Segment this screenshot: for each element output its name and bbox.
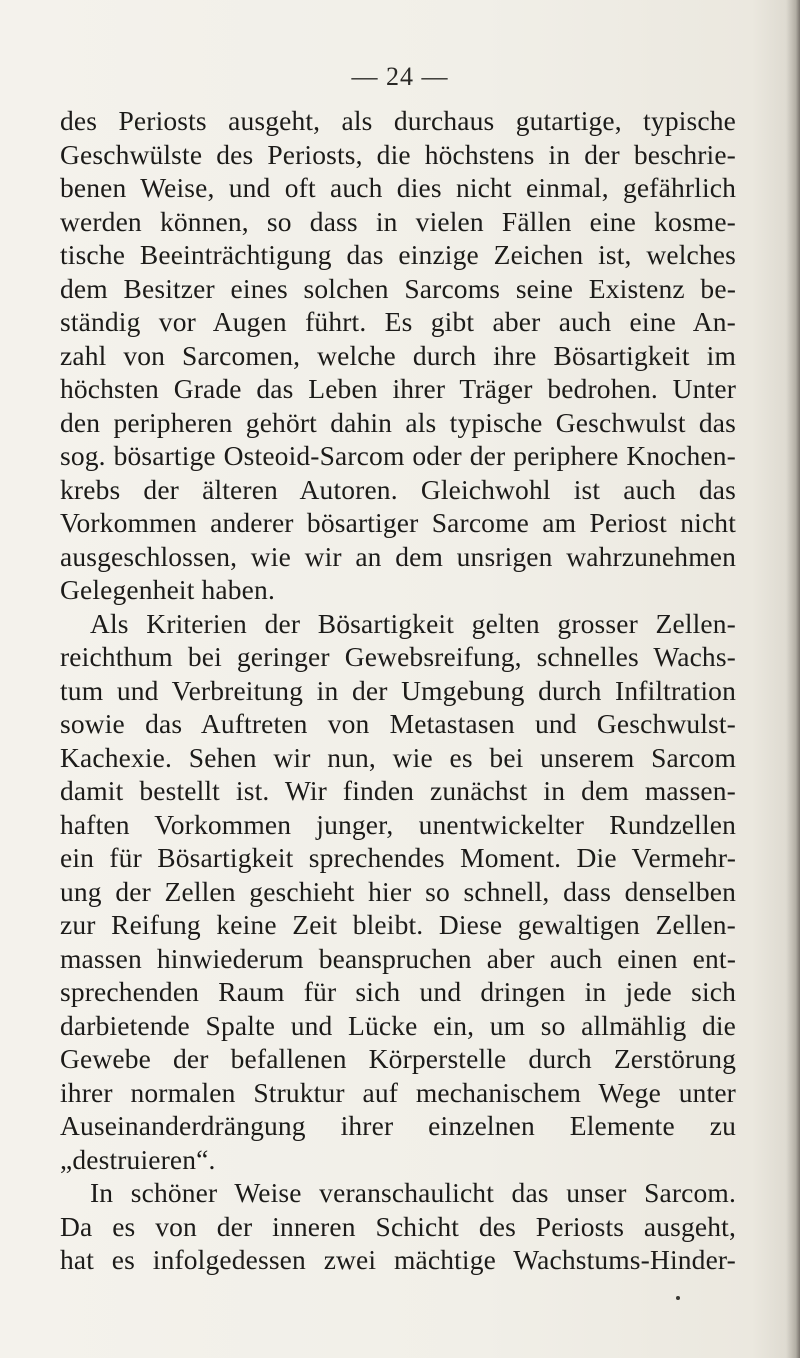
text-line: zur Reifung keine Zeit bleibt. Diese gewaltigen Zellen-	[60, 909, 736, 940]
text-line: tische Beeinträchtigung das einzige Zeichen ist, welches	[60, 239, 736, 270]
text-line: sowie das Auftreten von Metastasen und Geschwulst-	[60, 708, 736, 739]
text-line: ständig vor Augen führt. Es gibt aber auch eine An-	[60, 306, 736, 337]
text-line: ung der Zellen geschieht hier so schnell, dass denselben	[60, 875, 736, 907]
text-line: werden können, so dass in vielen Fällen eine kosme-	[60, 205, 736, 237]
text-line: dem Besitzer eines solchen Sarcoms seine Existenz be-	[60, 272, 736, 304]
body-text	[60, 104, 736, 1277]
page-number: — 24 —	[351, 62, 449, 91]
text-line: Gelegenheit haben.	[60, 574, 275, 605]
page-edge-shadow	[786, 0, 800, 1358]
text-line: sprechenden Raum für sich und dringen in jede sich	[60, 976, 736, 1007]
text-line: „destruieren“.	[60, 1143, 216, 1175]
text-line: Auseinanderdrängung ihrer einzelnen Elemente zu	[60, 1110, 736, 1141]
text-line: ein für Bösartigkeit sprechendes Moment. Die Vermehr-	[60, 842, 736, 873]
text-line: zahl von Sarcomen, welche durch ihre Bösartigkeit im	[60, 339, 736, 371]
text-line: Als Kriterien der Bösartigkeit gelten grosser Zellen-	[90, 607, 736, 639]
text-line: Gewebe der befallenen Körperstelle durch Zerstörung	[60, 1043, 736, 1074]
text-line: Vorkommen anderer bösartiger Sarcome am Periost nicht	[60, 507, 736, 538]
text-line: darbietende Spalte und Lücke ein, um so allmählig die	[60, 1009, 736, 1041]
text-line: Geschwülste des Periosts, die höchstens in der beschrie-	[60, 138, 736, 170]
text-line: ihrer normalen Struktur auf mechanischem Wege unter	[60, 1076, 736, 1108]
print-speck	[676, 1296, 680, 1300]
text-line: Da es von der inneren Schicht des Periosts ausgeht,	[60, 1210, 736, 1242]
text-line: höchsten Grade das Leben ihrer Träger bedrohen. Unter	[60, 373, 736, 404]
text-line: des Periosts ausgeht, als durchaus gutartige, typische	[60, 105, 736, 136]
text-line: Kachexie. Sehen wir nun, wie es bei unserem Sarcom	[60, 741, 736, 773]
text-line: sog. bösartige Osteoid-Sarcom oder der periphere Knochen-	[60, 440, 736, 471]
text-line: tum und Verbreitung in der Umgebung durch Infiltration	[60, 674, 736, 706]
text-line: reichthum bei geringer Gewebsreifung, schnelles Wachs-	[60, 641, 736, 672]
text-line: den peripheren gehört dahin als typische Geschwulst das	[60, 406, 736, 438]
text-line: In schöner Weise veranschaulicht das unser Sarcom.	[90, 1177, 736, 1208]
text-line: ausgeschlossen, wie wir an dem unsrigen wahrzunehmen	[60, 540, 736, 572]
text-line: damit bestellt ist. Wir finden zunächst in dem massen-	[60, 775, 736, 806]
text-line: krebs der älteren Autoren. Gleichwohl ist auch das	[60, 473, 736, 505]
text-line: haften Vorkommen junger, unentwickelter Rundzellen	[60, 808, 736, 840]
text-line: benen Weise, und oft auch dies nicht einmal, gefährlich	[60, 172, 736, 203]
text-line: massen hinwiederum beanspruchen aber auch einen ent-	[60, 942, 736, 974]
text-line: hat es infolgedessen zwei mächtige Wachstums-Hinder-	[60, 1244, 736, 1275]
